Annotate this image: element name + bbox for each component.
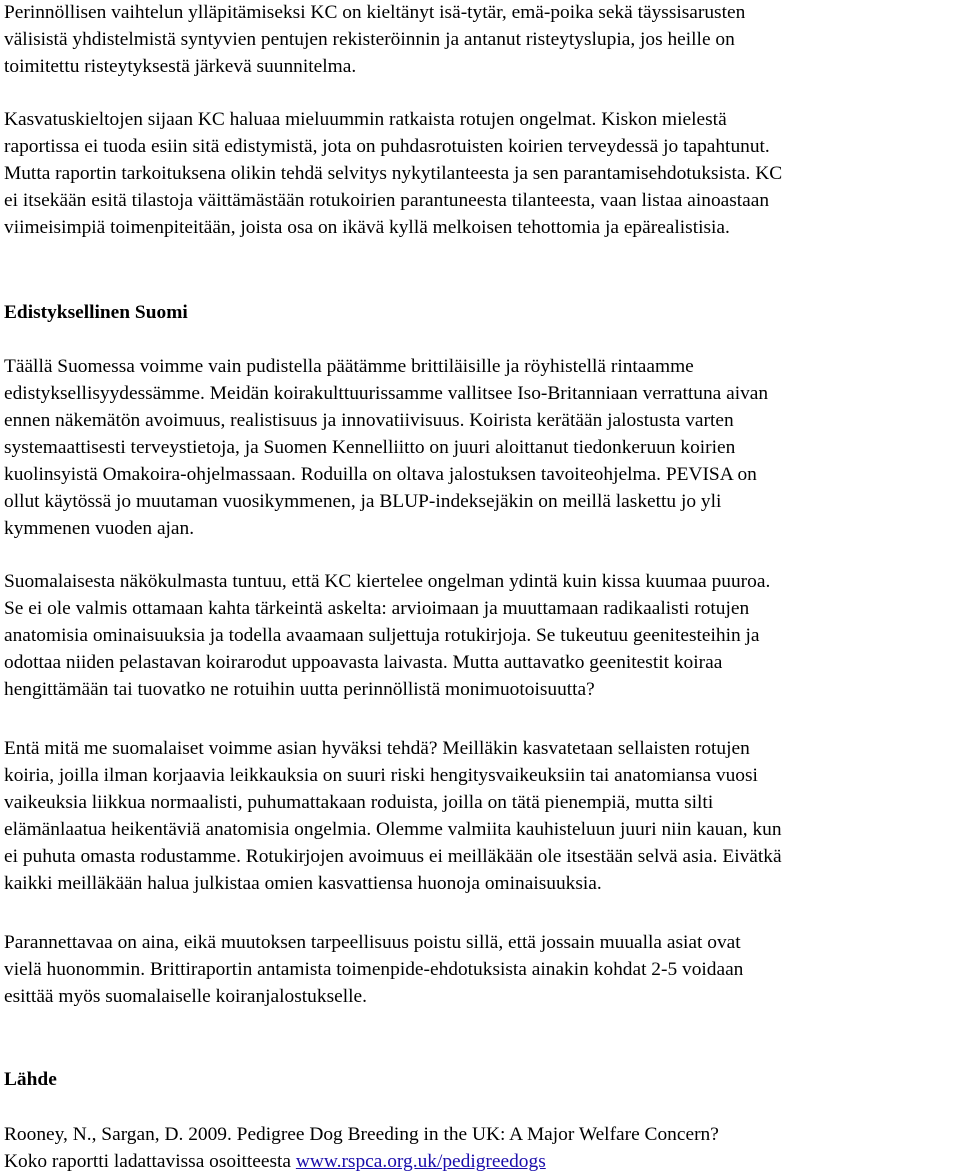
sources-list <box>4 1121 719 1175</box>
paragraph-line: Perinnöllisen vaihtelun ylläpitämiseksi KC on kieltänyt isä-tytär, emä-poika sekä täyssisarusten <box>4 2 746 23</box>
section-paragraph-2 <box>4 568 770 703</box>
paragraph-line: ei puhuta omasta rodustamme. Rotukirjojen avoimuus ei meilläkään ole itsestään selvä asia. Eivätkä <box>4 846 782 867</box>
paragraph-line: anatomisia ominaisuuksia ja todella avaamaan suljettuja rotukirjoja. Se tukeutuu geenitesteihin ja <box>4 625 760 646</box>
paragraph-line: hengittämään tai tuovatko ne rotuihin uutta perinnöllistä monimuotoisuutta? <box>4 679 595 700</box>
source-report-prefix: Koko raportti ladattavissa osoitteesta <box>4 1151 296 1172</box>
source-citation: Rooney, N., Sargan, D. 2009. Pedigree Dog Breeding in the UK: A Major Welfare Concern? <box>4 1124 719 1145</box>
paragraph-line: koiria, joilla ilman korjaavia leikkauksia on suuri riski hengitysvaikeuksiin tai anatomiansa vuosi <box>4 765 758 786</box>
paragraph-line: viimeisimpiä toimenpiteitään, joista osa on ikävä kyllä melkoisen tehottomia ja epärealistisia. <box>4 217 730 238</box>
paragraph-line: Entä mitä me suomalaiset voimme asian hyväksi tehdä? Meilläkin kasvatetaan sellaisten rotujen <box>4 738 750 759</box>
paragraph-line: raportissa ei tuoda esiin sitä edistymistä, jota on puhdasrotuisten koirien terveydessä jo tapahtunut. <box>4 136 770 157</box>
paragraph-line: Kasvatuskieltojen sijaan KC haluaa mieluummin ratkaista rotujen ongelmat. Kiskon mielestä <box>4 109 727 130</box>
paragraph-line: odottaa niiden pelastavan koirarodut uppoavasta laivasta. Mutta auttavatko geenitestit koiraa <box>4 652 723 673</box>
paragraph-line: välisistä yhdistelmistä syntyvien pentujen rekisteröinnin ja antanut risteytyslupia, jos heille on <box>4 29 735 50</box>
paragraph-line: Täällä Suomessa voimme vain pudistella päätämme brittiläisille ja röyhistellä rintaamme <box>4 356 694 377</box>
paragraph-line: Se ei ole valmis ottamaan kahta tärkeintä askelta: arvioimaan ja muuttamaan radikaalisti rotujen <box>4 598 750 619</box>
section-paragraph-4 <box>4 929 743 1010</box>
paragraph-line: elämänlaatua heikentäviä anatomisia ongelmia. Olemme valmiita kauhisteluun juuri niin kauan, kun <box>4 819 782 840</box>
paragraph-line: kaikki meilläkään halua julkistaa omien kasvattiensa huonoja ominaisuuksia. <box>4 873 602 894</box>
paragraph-1 <box>4 0 745 80</box>
paragraph-line: kuolinsyistä Omakoira-ohjelmassaan. Roduilla on oltava jalostuksen tavoiteohjelma. PEVISA on <box>4 464 757 485</box>
paragraph-line: ennen näkemätön avoimuus, realistisuus ja innovatiivisuus. Koirista kerätään jalostusta varten <box>4 410 734 431</box>
paragraph-line: edistyksellisyydessämme. Meidän koirakulttuurissamme vallitsee Iso-Britanniaan verrattuna aivan <box>4 383 769 404</box>
report-link[interactable]: www.rspca.org.uk/pedigreedogs <box>295 1151 546 1172</box>
section-paragraph-1 <box>4 353 768 542</box>
paragraph-2 <box>4 106 782 241</box>
section-paragraph-3 <box>4 735 782 897</box>
paragraph-line: systemaattisesti terveystietoja, ja Suomen Kennelliitto on juuri aloittanut tiedonkeruun koirien <box>4 437 736 458</box>
paragraph-line: vielä huonommin. Brittiraportin antamista toimenpide-ehdotuksista ainakin kohdat 2-5 voidaan <box>4 959 744 980</box>
paragraph-line: Parannettavaa on aina, eikä muutoksen tarpeellisuus poistu sillä, että jossain muualla asiat ovat <box>4 932 741 953</box>
paragraph-line: Suomalaisesta näkökulmasta tuntuu, että KC kiertelee ongelman ydintä kuin kissa kuumaa puuroa. <box>4 571 771 592</box>
paragraph-line: kymmenen vuoden ajan. <box>4 518 195 539</box>
paragraph-line: ollut käytössä jo muutaman vuosikymmenen, ja BLUP-indeksejäkin on meillä laskettu jo yli <box>4 491 722 512</box>
source-report-line <box>4 1148 719 1175</box>
paragraph-line: Mutta raportin tarkoituksena olikin tehdä selvitys nykytilanteesta ja sen parantamisehdotuksista. KC <box>4 163 783 184</box>
section-heading: Edistyksellinen Suomi <box>4 302 188 323</box>
paragraph-line: vaikeuksia liikkua normaalisti, puhumattakaan roduista, joilla on tätä pienempiä, mutta silti <box>4 792 714 813</box>
paragraph-line: esittää myös suomalaiselle koiranjalostukselle. <box>4 986 367 1007</box>
sources-heading: Lähde <box>4 1069 57 1090</box>
paragraph-line: ei itsekään esitä tilastoja väittämästään rotukoirien parantuneesta tilanteesta, vaan listaa ainoastaan <box>4 190 770 211</box>
paragraph-line: toimitettu risteytyksestä järkevä suunnitelma. <box>4 56 357 77</box>
